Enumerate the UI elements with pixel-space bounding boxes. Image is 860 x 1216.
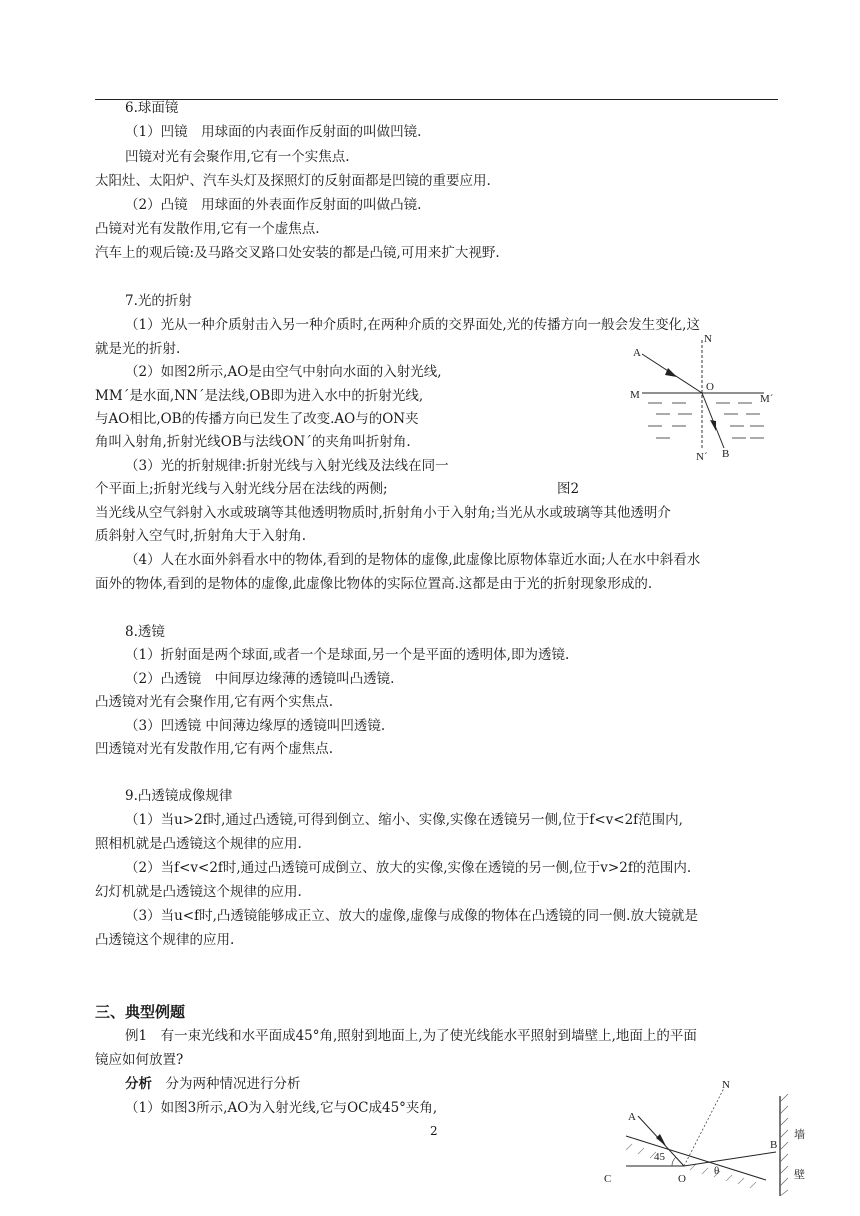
sec7-line-7: （3）光的折射规律:折射光线与入射光线及法线在同一: [125, 458, 449, 474]
incident-arrowhead: [665, 368, 677, 377]
mirror-line: [626, 1136, 766, 1180]
figure-3-mirror-diagram: [596, 1074, 816, 1204]
section-9-title: 9.凸透镜成像规律: [125, 788, 233, 804]
sec6-line-4: （2）凸镜 用球面的外表面作反射面的叫做凸镜.: [125, 197, 422, 213]
sec6-line-5: 凸镜对光有发散作用,它有一个虚焦点.: [95, 221, 320, 237]
fig3-label-N: N: [722, 1079, 730, 1091]
sec7-line-8: 个平面上;折射光线与入射光线分居在法线的两侧;: [95, 481, 388, 497]
incident-arrowhead-3: [656, 1134, 666, 1146]
angle-arc: [672, 1157, 676, 1166]
sec9-line-1: （1）当u>2f时,通过凸透镜,可得到倒立、缩小、实像,实像在透镜另一侧,位于f<v<2f范围内,: [125, 812, 683, 828]
section-heading-examples: 三、典型例题: [95, 1003, 186, 1021]
water-hatching: [648, 403, 764, 438]
sec9-line-5: （3）当u<f时,凸透镜能够成正立、放大的虚像,虚像与成像的物体在凸透镜的同一侧.放大镜就是: [125, 908, 698, 924]
fig3-label-B: B: [770, 1139, 778, 1151]
case-1-line: （1）如图3所示,AO为入射光线,它与OC成45°夹角,: [125, 1100, 438, 1116]
page-number: 2: [430, 1124, 438, 1138]
sec8-line-5: 凹透镜对光有发散作用,它有两个虚焦点.: [95, 741, 334, 757]
sec6-line-2: 凹镜对光有会聚作用,它有一个实焦点.: [125, 149, 350, 165]
header-rule: [95, 99, 778, 100]
sec7-line-4: MM´是水面,NN´是法线,OB即为进入水中的折射光线,: [95, 388, 424, 404]
figure-2-refraction-diagram: [620, 330, 780, 465]
section-7-title: 7.光的折射: [125, 293, 192, 309]
sec9-line-3: （2）当f<v<2f时,通过凸透镜可成倒立、放大的实像,实像在透镜的另一侧,位于v>2f的范围内.: [125, 860, 692, 876]
sec9-line-2: 照相机就是凸透镜这个规律的应用.: [95, 836, 302, 852]
wall-hatching: [780, 1094, 788, 1196]
sec6-line-3: 太阳灶、太阳炉、汽车头灯及探照灯的反射面都是凹镜的重要应用.: [95, 173, 491, 189]
sec7-line-1: （1）光从一种介质射击入另一种介质时,在两种介质的交界面处,光的传播方向一般会发生变化,这: [125, 317, 700, 333]
sec6-line-1: （1）凹镜 用球面的内表面作反射面的叫做凹镜.: [125, 124, 422, 140]
refracted-arrowhead: [710, 420, 716, 431]
sec7-line-11: （4）人在水面外斜看水中的物体,看到的是物体的虚像,此虚像比原物体靠近水面;人在水中斜看水: [125, 552, 701, 568]
label-B: B: [722, 448, 730, 460]
sec7-line-2: 就是光的折射.: [95, 341, 181, 357]
fig3-label-A: A: [628, 1111, 636, 1123]
sec9-line-6: 凸透镜这个规律的应用.: [95, 932, 235, 948]
label-O: O: [706, 381, 714, 393]
sec8-line-1: （1）折射面是两个球面,或者一个是球面,另一个是平面的透明体,即为透镜.: [125, 647, 570, 663]
sec7-line-6: 角叫入射角,折射光线OB与法线ON´的夹角叫折射角.: [95, 434, 411, 450]
analysis-label: 分析: [125, 1076, 152, 1092]
sec8-line-4: （3）凹透镜 中间薄边缘厚的透镜叫凹透镜.: [125, 718, 386, 734]
figure-2-caption: 图2: [557, 481, 580, 497]
label-A: A: [633, 347, 641, 359]
example-1-line-2: 镜应如何放置?: [95, 1052, 184, 1068]
analysis-line: [125, 1074, 301, 1094]
sec7-line-10: 质斜射入空气时,折射角大于入射角.: [95, 528, 307, 544]
fig3-label-angle: 45: [654, 1151, 665, 1163]
example-1-line-1: 例1 有一束光线和水平面成45°角,照射到地面上,为了使光线能水平照射到墙壁上,地面上的平面: [125, 1028, 697, 1044]
sec9-line-4: 幻灯机就是凸透镜这个规律的应用.: [95, 884, 302, 900]
analysis-text: 分为两种情况进行分析: [165, 1076, 301, 1092]
label-N-prime: N´: [696, 451, 708, 463]
fig3-label-wall-1: 墙: [794, 1129, 805, 1141]
fig3-label-C: C: [604, 1173, 612, 1185]
fig3-label-theta: θ: [714, 1165, 720, 1177]
section-8-title: 8.透镜: [125, 624, 165, 640]
label-M-prime: M´: [760, 393, 774, 405]
fig3-label-wall-2: 壁: [794, 1169, 805, 1181]
sec7-line-5: 与AO相比,OB的传播方向已发生了改变.AO与的ON夹: [95, 411, 419, 427]
sec8-line-3: 凸透镜对光有会聚作用,它有两个实焦点.: [95, 694, 334, 710]
sec6-line-6: 汽车上的观后镜:及马路交叉路口处安装的都是凸镜,可用来扩大视野.: [95, 245, 500, 261]
sec7-line-3: （2）如图2所示,AO是由空气中射向水面的入射光线,: [125, 364, 442, 380]
fig3-label-O: O: [678, 1173, 686, 1185]
normal-line-3: [684, 1088, 724, 1166]
sec7-line-12: 面外的物体,看到的是物体的虚像,此虚像比物体的实际位置高.这都是由于光的折射现象形成的.: [95, 576, 653, 592]
label-N: N: [704, 333, 712, 345]
sec8-line-2: （2）凸透镜 中间厚边缘薄的透镜叫凸透镜.: [125, 671, 395, 687]
sec7-line-9: 当光线从空气斜射入水或玻璃等其他透明物质时,折射角小于入射角;当光从水或玻璃等其他透明介: [95, 505, 671, 521]
label-M: M: [630, 389, 640, 401]
section-6-title: 6.球面镜: [125, 100, 179, 116]
